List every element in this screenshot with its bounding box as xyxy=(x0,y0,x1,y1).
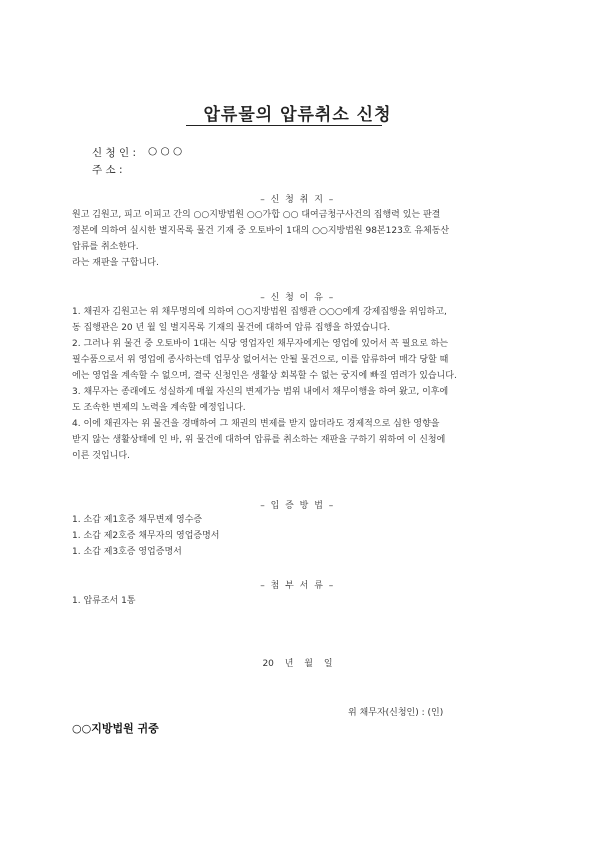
title-underline xyxy=(186,125,382,126)
evidence-heading: – 입 증 방 법 – xyxy=(260,501,335,511)
list-item: 1. 소갑 제2호증 채무자의 영업증명서 xyxy=(72,531,220,541)
purpose-line: 정본에 의하여 실시한 별지목록 물건 기재 중 오토바이 1대의 ○○지방법원 98본123호 유체동산 xyxy=(72,226,450,236)
reason-line: 필수품으로서 위 영업에 종사하는데 업무상 없어서는 안될 물건으로, 이를 압류하여 매각 당할 때 xyxy=(72,355,449,365)
applicant-name-label: 신 청 인 : xyxy=(92,147,136,159)
reason-line: 4. 이에 채권자는 위 물건을 경매하여 그 채권의 변제를 받지 않더라도 경제적으로 심한 영향을 xyxy=(72,419,440,429)
purpose-line: 원고 김원고, 피고 이피고 간의 ○○지방법원 ○○가합 ○○ 대여금청구사건의 집행력 있는 판결 xyxy=(72,210,441,220)
court-addressee: ○○지방법원 귀중 xyxy=(72,722,159,735)
document-title: 압류물의 압류취소 신청 xyxy=(203,105,392,125)
applicant-name-value: ○ ○ ○ xyxy=(148,145,183,157)
list-item: 1. 소갑 제1호증 채무변제 영수증 xyxy=(72,515,203,525)
reason-line: 받지 않는 생활상태에 인 바, 위 물건에 대하여 압류를 취소하는 재판을 구하기 위하여 이 신청에 xyxy=(72,435,446,445)
reason-line: 3. 채무자는 종래에도 성실하게 매월 자신의 변제가능 범위 내에서 채무이행을 하여 왔고, 이후에 xyxy=(72,387,449,397)
reason-line: 에는 영업을 계속할 수 없으며, 결국 신청인은 생활상 회복할 수 없는 궁지에 빠질 염려가 있습니다. xyxy=(72,371,457,381)
evidence-list xyxy=(72,512,527,560)
signature-line: 위 채무자(신청인) : (인) xyxy=(348,708,444,718)
reason-line: 이른 것입니다. xyxy=(72,451,130,461)
purpose-line: 압류를 취소한다. xyxy=(72,242,139,252)
attachments-heading: – 첨 부 서 류 – xyxy=(260,581,335,591)
purpose-heading: – 신 청 취 지 – xyxy=(260,195,335,205)
reason-heading: – 신 청 이 유 – xyxy=(260,293,335,303)
purpose-text xyxy=(72,207,527,271)
attachments-list xyxy=(72,593,527,609)
reason-text xyxy=(72,304,527,464)
purpose-line: 라는 재판을 구합니다. xyxy=(72,258,159,268)
list-item: 1. 소갑 제3호증 영업증명서 xyxy=(72,547,182,557)
reason-line: 1. 채권자 김원고는 위 채무명의에 의하여 ○○지방법원 집행관 ○○○에게 강제집행을 위임하고, xyxy=(72,307,447,317)
date-line: 20 년 월 일 xyxy=(262,659,333,669)
applicant-address-label: 주 소 : xyxy=(92,164,123,176)
reason-line: 2. 그러나 위 물건 중 오토바이 1대는 식당 영업자인 채무자에게는 영업에 있어서 꼭 필요로 하는 xyxy=(72,339,449,349)
reason-line: 도 조속한 변제의 노력을 계속할 예정입니다. xyxy=(72,403,246,413)
reason-line: 동 집행관은 20 년 월 일 별지목록 기재의 물건에 대하여 압류 집행을 하였습니다. xyxy=(72,323,391,333)
list-item: 1. 압류조서 1통 xyxy=(72,596,136,606)
